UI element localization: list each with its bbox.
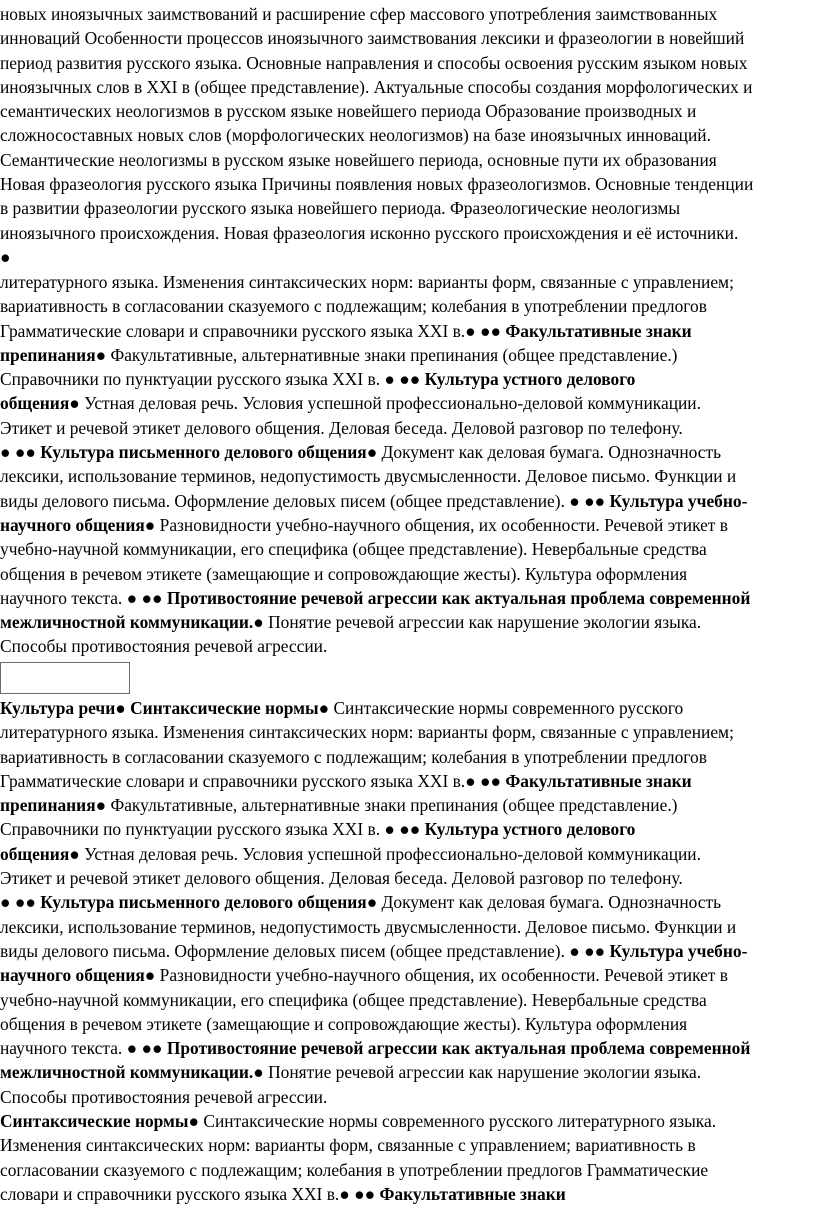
text-run: Грамматические словари и справочники русского языка XXI в.● ●●	[0, 320, 506, 341]
text-run: ● Документ как деловая бумага. Однозначность	[366, 442, 722, 463]
bold-heading: Культура учебно-	[609, 490, 748, 511]
text-block-top	[0, 2, 812, 269]
bold-heading: Синтаксические нормы	[130, 698, 319, 718]
text-line	[0, 343, 812, 367]
text-run: лексики, использование терминов, недопустимость двусмысленности. Деловое письмо. Функции и	[0, 466, 737, 487]
text-run: Способы противостояния речевой агрессии.	[0, 1086, 328, 1107]
text-line	[0, 416, 812, 440]
bold-heading: Культура устного делового	[424, 819, 636, 840]
text-line	[0, 988, 812, 1012]
text-run: ● Факультативные, альтернативные знаки препинания (общее представление.)	[95, 795, 678, 816]
text-run: ● Синтаксические нормы современного русского литературного языка.	[188, 1111, 717, 1132]
text-run: ●	[0, 246, 11, 267]
text-line	[0, 866, 812, 890]
bold-heading: межличностной коммуникации.	[0, 612, 254, 633]
empty-image-frame	[0, 662, 130, 694]
bold-heading: Противостояние речевой агрессии как актуальная проблема современной	[166, 587, 751, 608]
text-line	[0, 720, 812, 744]
text-line	[0, 26, 812, 50]
text-line	[0, 817, 812, 841]
text-run: учебно-научной коммуникации, его специфика (общее представление). Невербальные средства	[0, 539, 707, 560]
text-line	[0, 1133, 812, 1157]
bold-heading: научного общения	[0, 965, 145, 986]
text-line	[0, 319, 812, 343]
text-line	[0, 221, 812, 245]
text-line	[0, 513, 812, 537]
bold-heading: Факультативные знаки	[505, 320, 692, 341]
text-run: лексики, использование терминов, недопустимость двусмысленности. Деловое письмо. Функции и	[0, 916, 737, 937]
text-line	[0, 586, 812, 610]
text-line	[0, 51, 812, 75]
text-line	[0, 245, 812, 269]
text-run: Грамматические словари и справочники русского языка XXI в.● ●●	[0, 770, 506, 791]
bold-heading: Культура устного делового	[424, 369, 636, 390]
text-run: инноваций Особенности процессов иноязычного заимствования лексики и фразеологии в новейший	[0, 28, 745, 49]
text-run: научного текста. ● ●●	[0, 1038, 167, 1059]
text-run: общения в речевом этикете (замещающие и сопровождающие жесты). Культура оформления	[0, 1013, 688, 1034]
text-line	[0, 634, 812, 658]
text-run: согласовании сказуемого с подлежащим; колебания в употреблении предлогов Грамматические	[0, 1159, 709, 1180]
text-run: сложносоставных новых слов (морфологических неологизмов) на базе иноязычных инноваций.	[0, 125, 711, 146]
text-line	[0, 1036, 812, 1060]
text-run: ●	[115, 698, 131, 718]
bold-heading: Культура учебно-	[609, 940, 748, 961]
text-line	[0, 464, 812, 488]
text-run: ● Факультативные, альтернативные знаки препинания (общее представление.)	[95, 344, 678, 365]
text-line	[0, 1012, 812, 1036]
text-line	[0, 696, 812, 720]
bold-heading: Культура речи	[0, 698, 116, 718]
text-run: общения в речевом этикете (замещающие и сопровождающие жесты). Культура оформления	[0, 563, 688, 584]
text-run: семантических неологизмов в русском языке новейшего периода Образование производных и	[0, 101, 697, 122]
bold-heading: общения	[0, 393, 70, 414]
text-run: новых иноязычных заимствований и расширение сфер массового употребления заимствованных	[0, 4, 718, 24]
text-line	[0, 537, 812, 561]
text-block-middle	[0, 270, 812, 659]
text-line	[0, 1182, 812, 1206]
bold-heading: Синтаксические нормы	[0, 1111, 189, 1132]
text-run: вариативность в согласовании сказуемого с подлежащим; колебания в употреблении предлогов	[0, 296, 707, 317]
bold-heading: Факультативные знаки	[505, 770, 692, 791]
bold-heading: препинания	[0, 795, 96, 816]
text-line	[0, 610, 812, 634]
text-line	[0, 391, 812, 415]
text-run: Этикет и речевой этикет делового общения. Деловая беседа. Деловой разговор по телефону.	[0, 868, 683, 889]
text-run: Этикет и речевой этикет делового общения. Деловая беседа. Деловой разговор по телефону.	[0, 417, 683, 438]
text-run: ● Устная деловая речь. Условия успешной профессионально-деловой коммуникации.	[69, 843, 701, 864]
bold-heading: препинания	[0, 344, 96, 365]
text-run: иноязычного происхождения. Новая фразеология исконно русского происхождения и её источники.	[0, 222, 739, 243]
text-line	[0, 1085, 812, 1109]
text-line	[0, 1158, 812, 1182]
text-line	[0, 890, 812, 914]
text-line	[0, 745, 812, 769]
text-run: Семантические неологизмы в русском языке новейшего периода, основные пути их образования	[0, 149, 717, 170]
text-run: ● Документ как деловая бумага. Однозначность	[366, 892, 722, 913]
text-block-bottom	[0, 696, 812, 1206]
text-run: иноязычных слов в XXI в (общее представление). Актуальные способы создания морфологических и	[0, 76, 753, 97]
text-line	[0, 123, 812, 147]
text-run: Изменения синтаксических норм: варианты форм, связанные с управлением; вариативность в	[0, 1135, 696, 1156]
text-run: ● ●●	[0, 442, 41, 463]
text-run: учебно-научной коммуникации, его специфика (общее представление). Невербальные средства	[0, 989, 707, 1010]
text-line	[0, 148, 812, 172]
bold-heading: Культура письменного делового общения	[40, 442, 367, 463]
text-run: Новая фразеология русского языка Причины появления новых фразеологизмов. Основные тенденции	[0, 174, 754, 195]
text-line	[0, 842, 812, 866]
text-line	[0, 1109, 812, 1133]
text-run: в развитии фразеологии русского языка новейшего периода. Фразеологические неологизмы	[0, 198, 681, 219]
text-run: виды делового письма. Оформление деловых писем (общее представление). ● ●●	[0, 490, 610, 511]
text-run: ● Синтаксические нормы современного русского	[318, 698, 684, 718]
text-line	[0, 75, 812, 99]
text-line	[0, 2, 812, 26]
text-line	[0, 440, 812, 464]
bold-heading: Культура письменного делового общения	[40, 892, 367, 913]
bold-heading: Противостояние речевой агрессии как актуальная проблема современной	[166, 1038, 751, 1059]
text-run: ● Разновидности учебно-научного общения, их особенности. Речевой этикет в	[144, 965, 728, 986]
text-run: период развития русского языка. Основные направления и способы освоения русским языком новых	[0, 52, 748, 73]
bold-heading: научного общения	[0, 514, 145, 535]
text-line	[0, 939, 812, 963]
text-run: ● Понятие речевой агрессии как нарушение экологии языка.	[253, 612, 702, 633]
text-line	[0, 1060, 812, 1084]
text-run: ● Разновидности учебно-научного общения, их особенности. Речевой этикет в	[144, 514, 728, 535]
text-line	[0, 562, 812, 586]
text-line	[0, 270, 812, 294]
bold-heading: общения	[0, 843, 70, 864]
text-run: ● Понятие речевой агрессии как нарушение экологии языка.	[253, 1062, 702, 1083]
text-line	[0, 172, 812, 196]
text-run: Справочники по пунктуации русского языка XXI в. ● ●●	[0, 369, 425, 390]
text-run: словари и справочники русского языка XXI в.● ●●	[0, 1183, 380, 1204]
bold-heading: межличностной коммуникации.	[0, 1062, 254, 1083]
text-line	[0, 963, 812, 987]
text-run: научного текста. ● ●●	[0, 587, 167, 608]
text-run: ● ●●	[0, 892, 41, 913]
bold-heading: Факультативные знаки	[379, 1183, 566, 1204]
text-run: виды делового письма. Оформление деловых писем (общее представление). ● ●●	[0, 940, 610, 961]
text-run: литературного языка. Изменения синтаксических норм: варианты форм, связанные с управлением;	[0, 272, 734, 292]
text-line	[0, 294, 812, 318]
text-line	[0, 99, 812, 123]
text-run: вариативность в согласовании сказуемого с подлежащим; колебания в употреблении предлогов	[0, 746, 707, 767]
text-line	[0, 915, 812, 939]
text-line	[0, 793, 812, 817]
text-line	[0, 489, 812, 513]
text-line	[0, 367, 812, 391]
text-run: Справочники по пунктуации русского языка XXI в. ● ●●	[0, 819, 425, 840]
text-run: ● Устная деловая речь. Условия успешной профессионально-деловой коммуникации.	[69, 393, 701, 414]
text-line	[0, 196, 812, 220]
text-line	[0, 769, 812, 793]
text-run: Способы противостояния речевой агрессии.	[0, 636, 328, 657]
text-run: литературного языка. Изменения синтаксических норм: варианты форм, связанные с управлением;	[0, 722, 734, 743]
